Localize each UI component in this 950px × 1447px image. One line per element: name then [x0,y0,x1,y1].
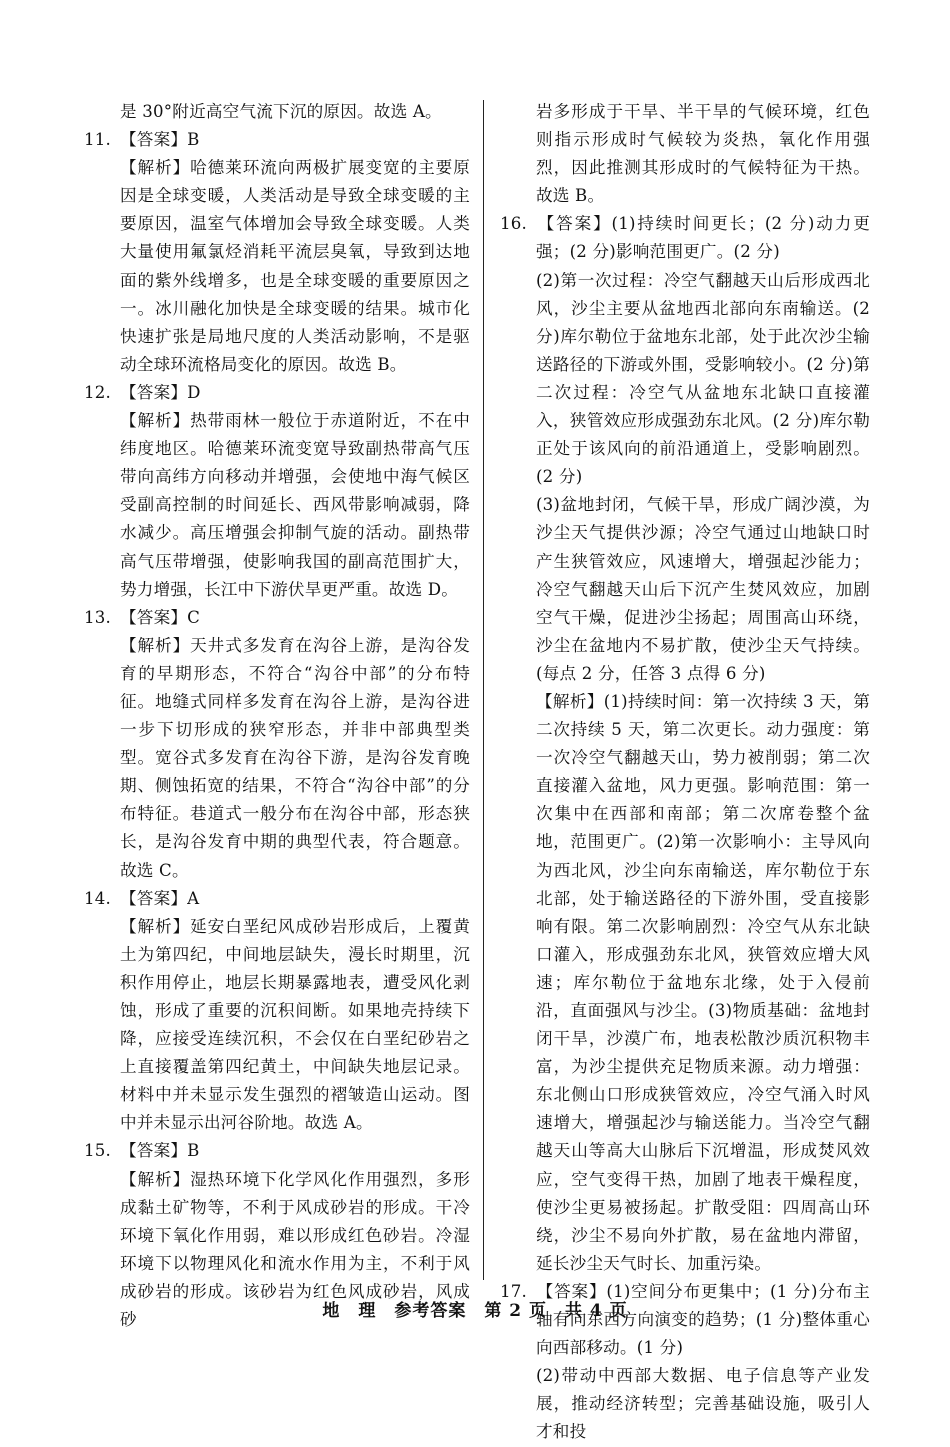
question-number: 14. [84,888,111,908]
answer-q17-part2: (2)带动中西部大数据、电子信息等产业发展，推动经济转型；完善基础设施，吸引人才和投 [536,1366,870,1442]
answer-q12 [84,379,470,407]
answer-label: 【答案】B [120,1141,200,1161]
explanation-q12: 【解析】热带雨林一般位于赤道附近，不在中纬度地区。哈德莱环流变宽导致副热带高气压带向高纬方向移动并增强，会使地中海气候区受副高控制的时间延长、西风带影响减弱，降水减少。高压增强会抑制气旋的活动。副热带高气压带增强，使影响我国的副高范围扩大，势力增强，长江中下游伏旱更严重。故选 D。 [120,411,470,599]
answer-q16-part2: (2)第一次过程：冷空气翻越天山后形成西北风，沙尘主要从盆地西北部向东南输送。(2 分)库尔勒位于盆地东北部，处于此次沙尘输送路径的下游或外围，受影响较小。(2 分)第二次过程：冷空气从盆地东北缺口直接灌入，狭管效应形成强劲东北风。(2 分)库尔勒正处于该风向的前沿通道上，受影响剧烈。(2 分) [536,270,870,487]
question-number: 11. [84,130,111,150]
answer-label: 【答案】A [120,888,200,908]
page-footer: 地 理 参考答案 第 2 页 共 4 页 [322,1301,628,1321]
question-number: 12. [84,382,111,402]
explanation-q14: 【解析】延安白垩纪风成砂岩形成后，上覆黄土为第四纪，中间地层缺失，漫长时期里，沉积作用停止，地层长期暴露地表，遭受风化剥蚀，形成了重要的沉积间断。如果地壳持续下降，应接受连续沉积，不会仅在白垩纪砂岩之上直接覆盖第四纪黄土，中间缺失地层记录。材料中并未显示发生强烈的褶皱造山运动。图中并未显示出河谷阶地。故选 A。 [120,916,470,1133]
answer-q14 [84,885,470,913]
question-number: 16. [500,214,527,234]
answer-label: 【答案】D [120,382,201,402]
answer-label: 【答案】(1)空间分布更集中；(1 分)分布主轴有向东西方向演变的趋势；(1 分)整体重心向西部移动。(1 分) [536,1281,870,1358]
answer-q11 [84,126,470,154]
answer-label: 【答案】C [120,607,201,627]
right-column [500,98,870,1447]
answer-label: 【答案】B [120,130,200,150]
column-divider [483,100,484,1280]
continued-text: 是 30°附近高空气流下沉的原因。故选 A。 [120,102,442,121]
answer-label: 【答案】(1)持续时间更长；(2 分)动力更强；(2 分)影响范围更广。(2 分) [536,214,870,262]
explanation-q15: 【解析】湿热环境下化学风化作用强烈，多形成黏土矿物等，不利于风成砂岩的形成。干冷环境下氧化作用弱，难以形成红色砂岩。冷湿环境下以物理风化和流水作用为主，不利于风成砂岩的形成。该砂岩为红色风成砂岩，风成砂 [120,1169,470,1330]
answer-q13 [84,604,470,632]
question-number: 15. [84,1141,111,1161]
left-column [84,98,470,1334]
question-number: 17. [500,1281,527,1301]
explanation-q13: 【解析】天井式多发育在沟谷上游，是沟谷发育的早期形态，不符合“沟谷中部”的分布特征。地缝式同样多发育在沟谷上游，是沟谷进一步下切形成的狭窄形态，并非中部典型类型。宽谷式多发育在沟谷下游，是沟谷发育晚期、侧蚀拓宽的结果，不符合“沟谷中部”的分布特征。巷道式一般分布在沟谷中部，形态狭长，是沟谷发育中期的典型代表，符合题意。故选 C。 [120,635,470,880]
explanation-q16: 【解析】(1)持续时间：第一次持续 3 天，第二次持续 5 天，第二次更长。动力强度：第一次冷空气翻越天山，势力被削弱；第二次直接灌入盆地，风力更强。影响范围：第一次集中在西部和南部；第二次席卷整个盆地，范围更广。(2)第一次影响小：主导风向为西北风，沙尘向东南输送，库尔勒位于东北部，处于输送路径的下游外围，受直接影响有限。第二次影响剧烈：冷空气从东北缺口灌入，形成强劲东北风，狭管效应增大风速；库尔勒位于盆地东北缘，处于入侵前沿，直面强风与沙尘。(3)物质基础：盆地封闭干旱，沙漠广布，地表松散沙质沉积物丰富，为沙尘提供充足物质来源。动力增强：东北侧山口形成狭管效应，冷空气涌入时风速增大，增强起沙与输送能力。当冷空气翻越天山等高大山脉后下沉增温，形成焚风效应，空气变得干热，加剧了地表干燥程度，使沙尘更易被扬起。扩散受阻：四周高山环绕，沙尘不易向外扩散，易在盆地内滞留，延长沙尘天气时长、加重污染。 [536,691,870,1273]
continued-text: 岩多形成于干旱、半干旱的气候环境，红色则指示形成时气候较为炎热，氧化作用强烈，因此推测其形成时的气候特征为干热。故选 B。 [536,102,870,206]
answer-q16 [500,210,870,266]
question-number: 13. [84,607,111,627]
answer-q15 [84,1137,470,1165]
answer-q16-part3: (3)盆地封闭，气候干旱，形成广阔沙漠，为沙尘天气提供沙源；冷空气通过山地缺口时产生狭管效应，风速增大，增强起沙能力；冷空气翻越天山后下沉产生焚风效应，加剧空气干燥，促进沙尘扬起；周围高山环绕，沙尘在盆地内不易扩散，使沙尘天气持续。(每点 2 分，任答 3 点得 6 分) [536,495,870,683]
explanation-q11: 【解析】哈德莱环流向两极扩展变宽的主要原因是全球变暖，人类活动是导致全球变暖的主要原因，温室气体增加会导致全球变暖。人类大量使用氟氯烃消耗平流层臭氧，导致到达地面的紫外线增多，也是全球变暖的重要原因之一。冰川融化加快是全球变暖的结果。城市化快速扩张是局地尺度的人类活动影响，不是驱动全球环流格局变化的原因。故选 B。 [120,158,470,374]
